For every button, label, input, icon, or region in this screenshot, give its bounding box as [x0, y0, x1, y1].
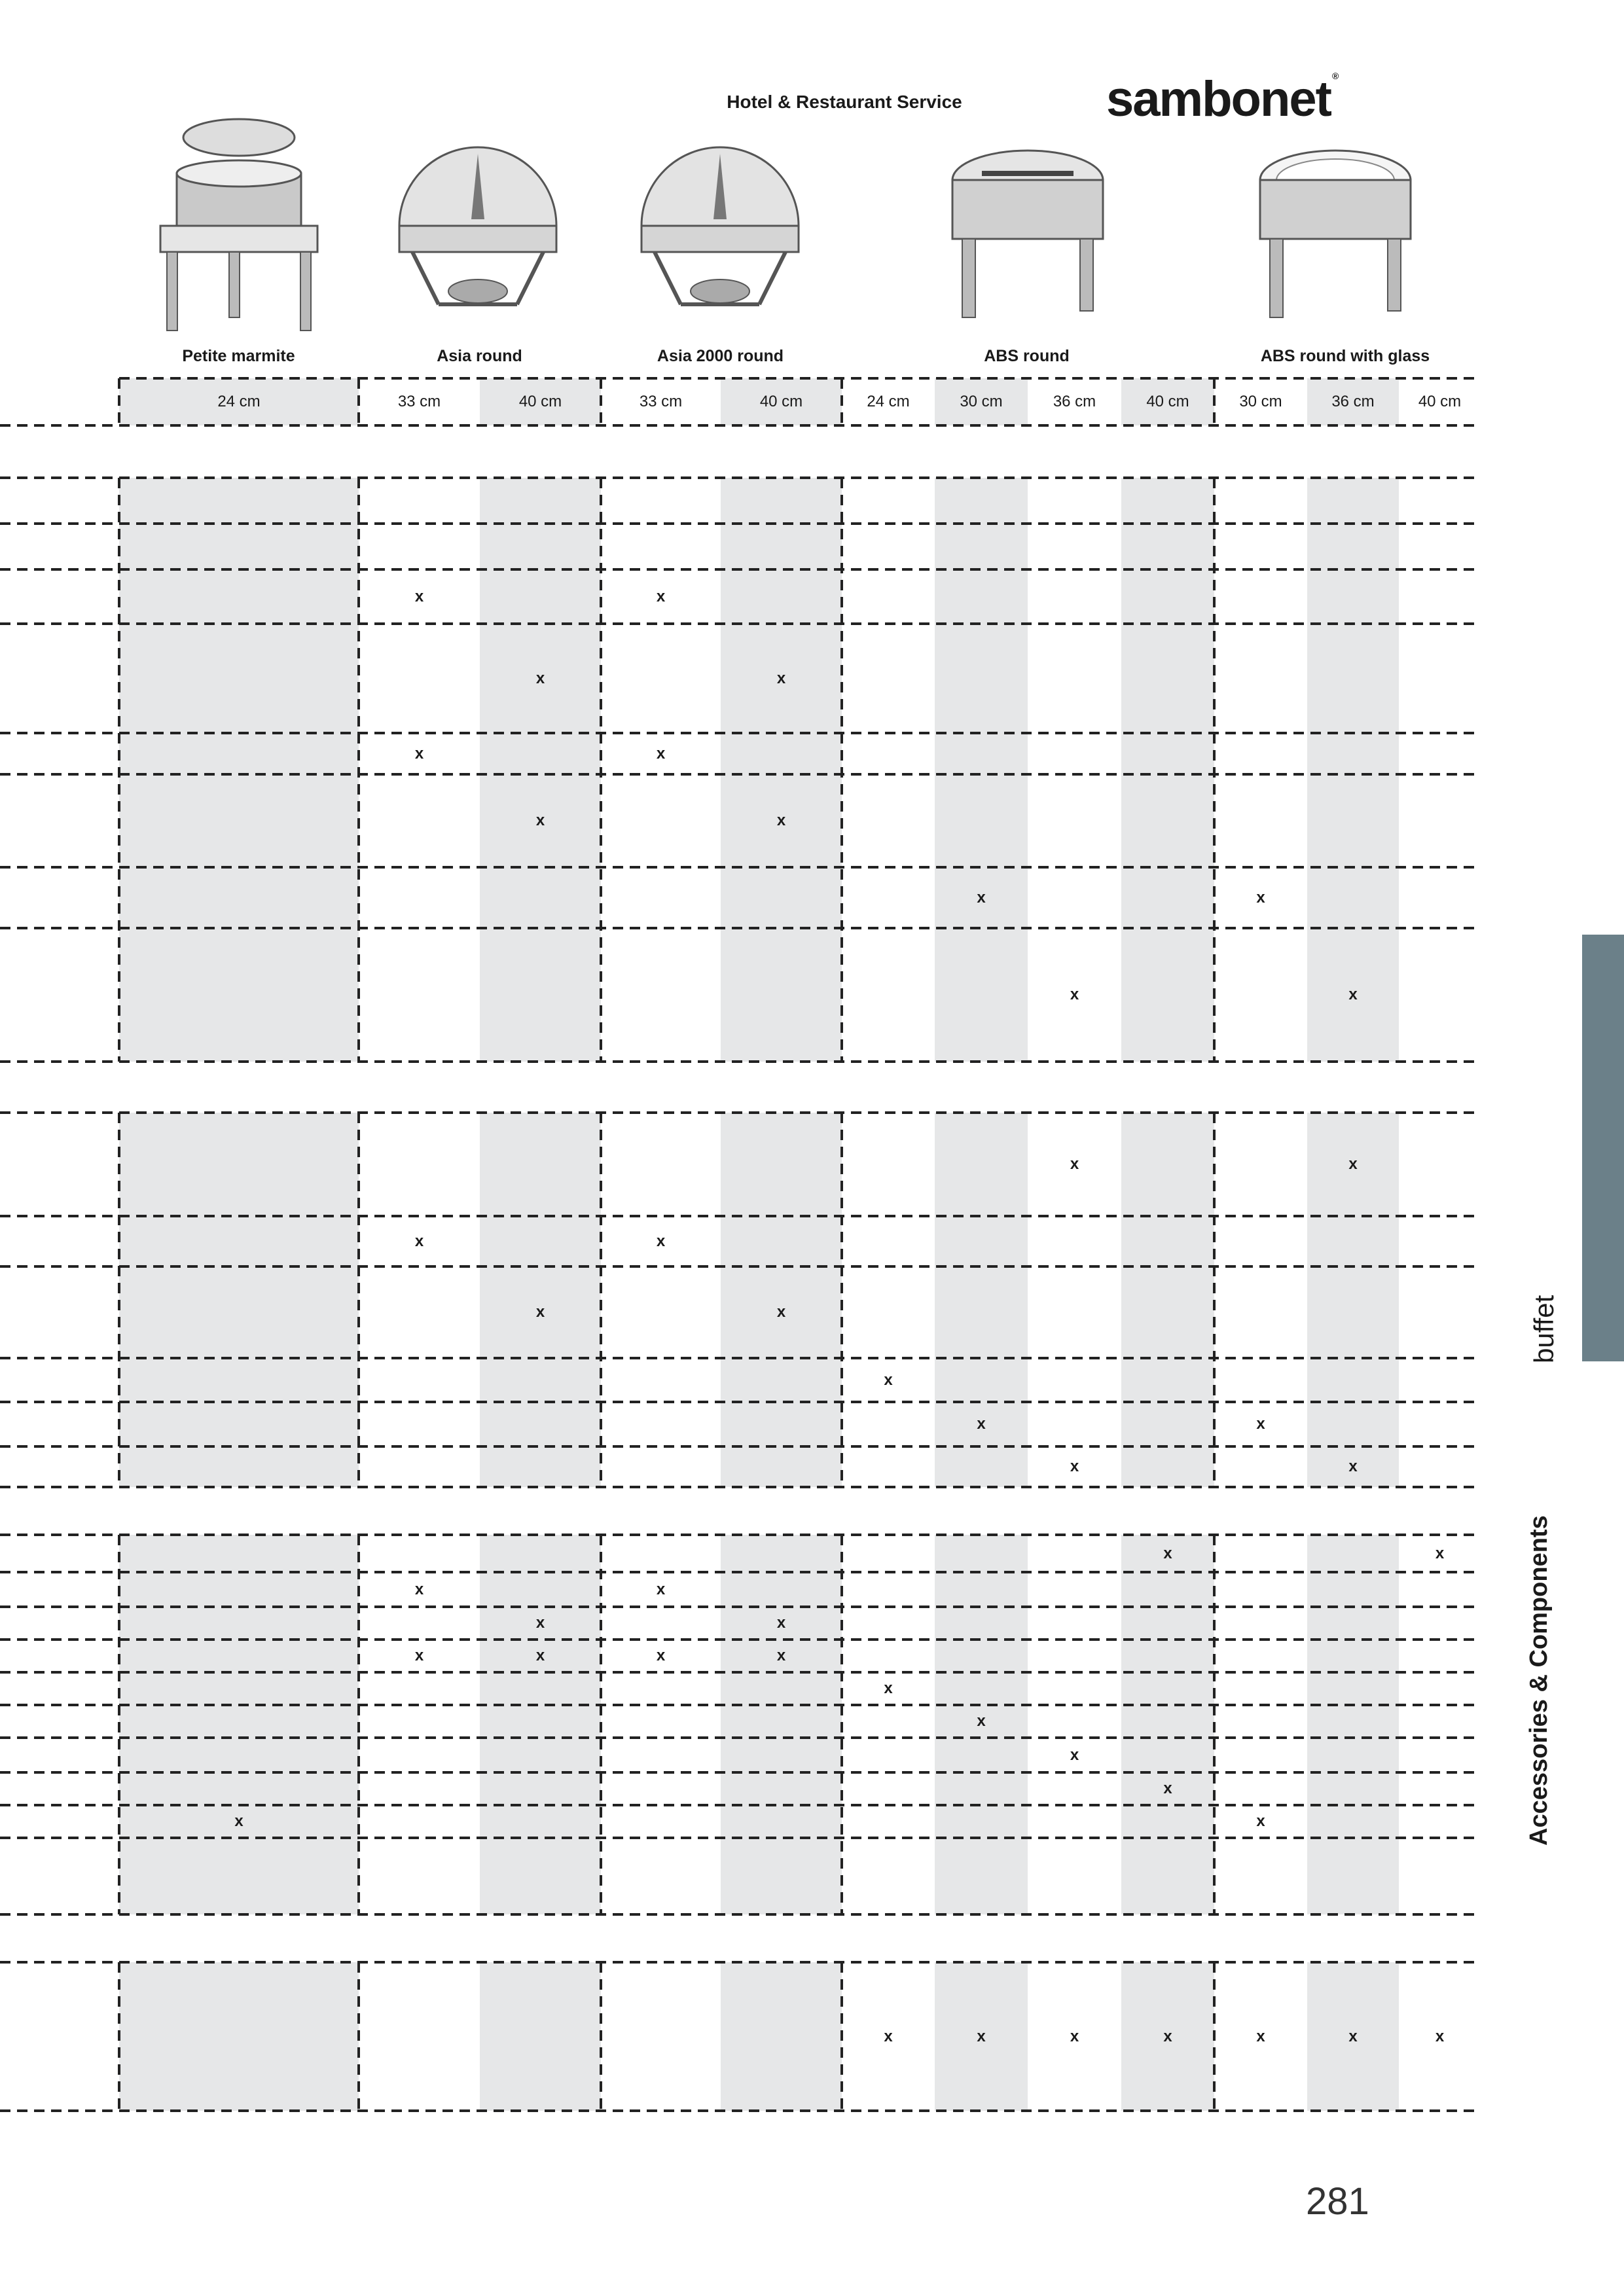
column-shade — [721, 1962, 842, 2111]
column-shade — [119, 1113, 359, 1487]
compatibility-mark: x — [535, 669, 545, 687]
compatibility-mark: x — [1348, 986, 1358, 1003]
compatibility-mark: x — [535, 1647, 545, 1664]
compatibility-mark: x — [776, 1647, 786, 1664]
column-shade — [721, 1535, 842, 1914]
compatibility-mark: x — [1348, 1458, 1358, 1475]
compatibility-mark: x — [1070, 1155, 1079, 1173]
compatibility-mark: x — [1163, 1780, 1172, 1797]
size-label: 40 cm — [759, 393, 803, 410]
column-shade — [1121, 478, 1214, 1062]
compatibility-mark: x — [1256, 2027, 1265, 2045]
side-section: Accessories & Components — [1525, 1515, 1553, 1846]
product-name-petite-marmite: Petite marmite — [182, 347, 295, 365]
compatibility-mark: x — [1256, 1812, 1265, 1830]
compatibility-mark: x — [414, 1647, 424, 1664]
compatibility-mark: x — [535, 1614, 545, 1632]
size-label: 33 cm — [397, 393, 441, 410]
column-shade — [480, 1113, 601, 1487]
column-shade — [935, 478, 1028, 1062]
compatibility-mark: x — [1256, 1415, 1265, 1433]
compatibility-mark: x — [1256, 888, 1265, 906]
size-label: 40 cm — [518, 393, 562, 410]
compatibility-mark: x — [884, 1371, 893, 1389]
compatibility-mark: x — [1070, 2027, 1079, 2045]
brand-logo: sambonet ® — [1106, 71, 1338, 127]
compatibility-mark: x — [414, 1580, 424, 1598]
compatibility-mark: x — [977, 1415, 986, 1433]
compatibility-mark: x — [776, 669, 786, 687]
product-name-asia-2000-round: Asia 2000 round — [657, 347, 784, 365]
compatibility-mark: x — [535, 812, 545, 829]
column-shade — [119, 1535, 359, 1914]
size-label: 40 cm — [1146, 393, 1189, 410]
column-shade — [480, 478, 601, 1062]
size-label: 36 cm — [1331, 393, 1375, 410]
compatibility-mark: x — [776, 1303, 786, 1321]
compatibility-mark: x — [656, 1647, 666, 1664]
column-shade — [119, 478, 359, 1062]
column-shade — [1307, 478, 1399, 1062]
column-shade — [480, 1962, 601, 2111]
compatibility-mark: x — [776, 812, 786, 829]
column-shade — [1121, 1535, 1214, 1914]
compatibility-mark: x — [977, 2027, 986, 2045]
compatibility-mark: x — [1070, 986, 1079, 1003]
compatibility-mark: x — [1348, 1155, 1358, 1173]
compatibility-mark: x — [1348, 2027, 1358, 2045]
size-label: 36 cm — [1053, 393, 1096, 410]
compatibility-mark: x — [1070, 1458, 1079, 1475]
column-shade — [721, 1113, 842, 1487]
compatibility-mark: x — [234, 1812, 244, 1830]
compatibility-mark: x — [1163, 1544, 1172, 1562]
compatibility-mark: x — [656, 587, 666, 605]
compatibility-mark: x — [1435, 1544, 1445, 1562]
size-label: 24 cm — [867, 393, 910, 410]
column-shade — [1121, 1113, 1214, 1487]
side-category: buffet — [1528, 1295, 1559, 1363]
column-shade — [119, 1962, 359, 2111]
compatibility-mark: x — [656, 744, 666, 762]
header-title: Hotel & Restaurant Service — [727, 92, 962, 112]
compatibility-mark: x — [414, 587, 424, 605]
column-shade — [721, 478, 842, 1062]
product-name-abs-round-with-glass: ABS round with glass — [1260, 347, 1430, 365]
compatibility-mark: x — [1163, 2027, 1172, 2045]
column-shade — [1307, 1535, 1399, 1914]
compatibility-mark: x — [535, 1303, 545, 1321]
compatibility-mark: x — [776, 1614, 786, 1632]
column-shade — [480, 1535, 601, 1914]
compatibility-mark: x — [884, 1679, 893, 1697]
compatibility-mark: x — [1070, 1746, 1079, 1764]
size-label: 30 cm — [960, 393, 1003, 410]
size-label: 30 cm — [1239, 393, 1282, 410]
compatibility-mark: x — [656, 1580, 666, 1598]
section-tab — [1582, 935, 1624, 1361]
product-name-abs-round: ABS round — [984, 347, 1070, 365]
page-number: 281 — [1306, 2180, 1369, 2223]
compatibility-mark: x — [414, 1232, 424, 1250]
size-label: 24 cm — [217, 393, 261, 410]
compatibility-mark: x — [884, 2027, 893, 2045]
compatibility-mark: x — [1435, 2027, 1445, 2045]
compatibility-mark: x — [977, 1712, 986, 1730]
product-name-asia-round: Asia round — [437, 347, 522, 365]
compatibility-mark: x — [656, 1232, 666, 1250]
compatibility-mark: x — [414, 744, 424, 762]
compatibility-mark: x — [977, 888, 986, 906]
size-label: 33 cm — [639, 393, 683, 410]
size-label: 40 cm — [1418, 393, 1462, 410]
